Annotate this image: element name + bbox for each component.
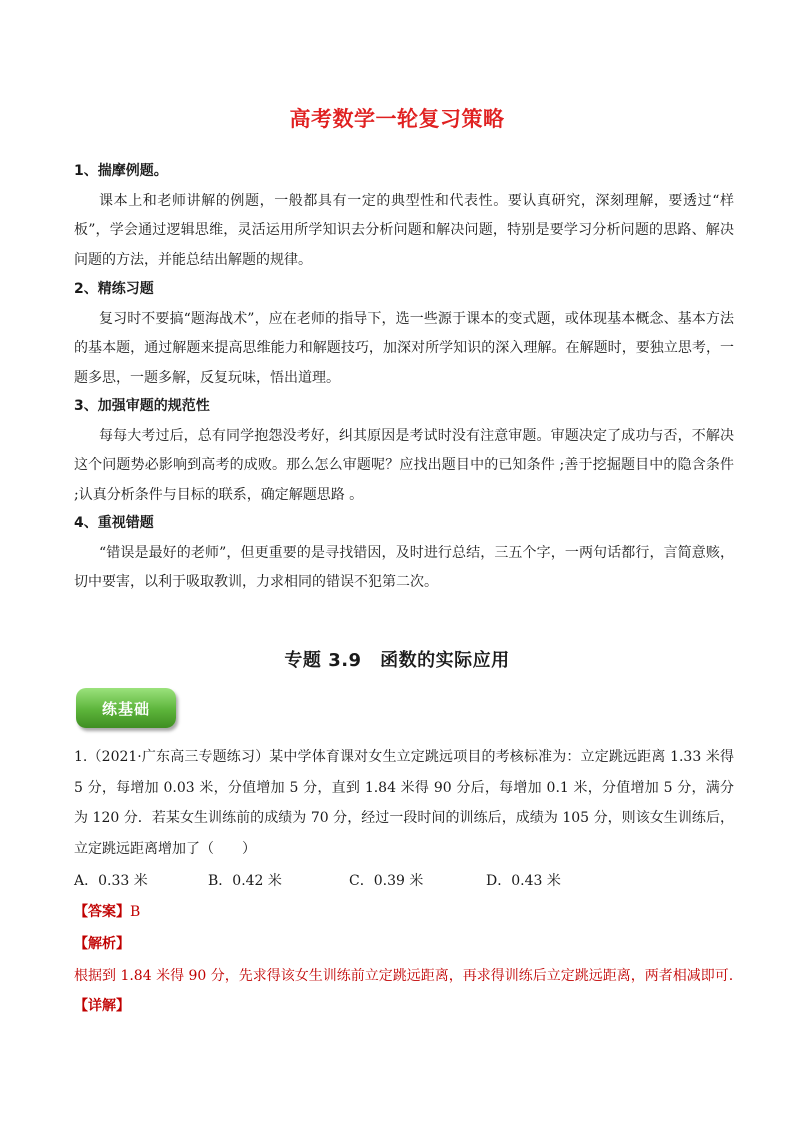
section-heading: 3、加强审题的规范性 — [74, 398, 210, 414]
option-c: C．0.39 米 — [349, 873, 424, 889]
strategy-section-2 — [74, 275, 734, 393]
question-text: 1.（2021·广东高三专题练习）某中学体育课对女生立定跳远项目的考核标准为：立定跳远距离 1.33 米得 5 分，每增加 0.03 米，分值增加 5 分，直到 1.84 米得 90 分后，每增加 0.1 米，分值增加 5 分，满分为 120 分．若某女生训练前的成绩为 70 分，经过一段时间的训练后，成绩为 105 分，则该女生训练后，立定跳远距离增加了（ ） — [74, 749, 734, 857]
topic-subtitle: 专题 3.9 函数的实际应用 — [284, 650, 510, 671]
option-d: D．0.43 米 — [486, 873, 561, 889]
option-a: A．0.33 米 — [74, 873, 148, 889]
section-body: 复习时不要搞“题海战术”，应在老师的指导下，选一些源于课本的变式题，或体现基本概念、基本方法的基本题，通过解题来提高思维能力和解题技巧，加深对所学知识的深入理解。在解题时，要独立思考，一题多思，一题多解，反复玩味，悟出道理。 — [74, 310, 734, 386]
document-title: 高考数学一轮复习策略 — [289, 107, 505, 131]
strategy-section-1 — [74, 157, 734, 275]
section-body: “错误是最好的老师”，但更重要的是寻找错因，及时进行总结，三五个字，一两句话都行，言简意赅，切中要害，以利于吸取教训，力求相同的错误不犯第二次。 — [74, 544, 734, 590]
practice-basics-badge: 练基础 — [76, 688, 176, 728]
section-body: 每每大考过后，总有同学抱怨没考好，纠其原因是考试时没有注意审题。审题决定了成功与否，不解决这个问题势必影响到高考的成败。那么怎么审题呢？应找出题目中的已知条件 ;善于挖掘题目中的隐含条件 ;认真分析条件与目标的联系，确定解题思路 。 — [74, 427, 734, 503]
answer-line — [74, 897, 140, 927]
section-heading: 1、揣摩例题。 — [74, 163, 168, 179]
answer-label: 【答案】 — [74, 904, 130, 920]
answer-options — [74, 866, 734, 896]
section-heading: 4、重视错题 — [74, 515, 154, 531]
analysis-label: 【解析】 — [74, 936, 130, 952]
detail-label: 【详解】 — [74, 998, 130, 1014]
section-body: 课本上和老师讲解的例题，一般都具有一定的典型性和代表性。要认真研究，深刻理解，要透过“样板”，学会通过逻辑思维，灵活运用所学知识去分析问题和解决问题，特别是要学习分析问题的思路、解决问题的方法，并能总结出解题的规律。 — [74, 192, 734, 268]
strategy-section-3 — [74, 392, 734, 510]
section-heading: 2、精练习题 — [74, 281, 154, 297]
strategy-section-4 — [74, 509, 734, 598]
analysis-text: 根据到 1.84 米得 90 分，先求得该女生训练前立定跳远距离，再求得训练后立定跳远距离，两者相减即可. — [74, 968, 734, 984]
option-b: B．0.42 米 — [208, 873, 282, 889]
answer-value: B — [130, 904, 141, 920]
